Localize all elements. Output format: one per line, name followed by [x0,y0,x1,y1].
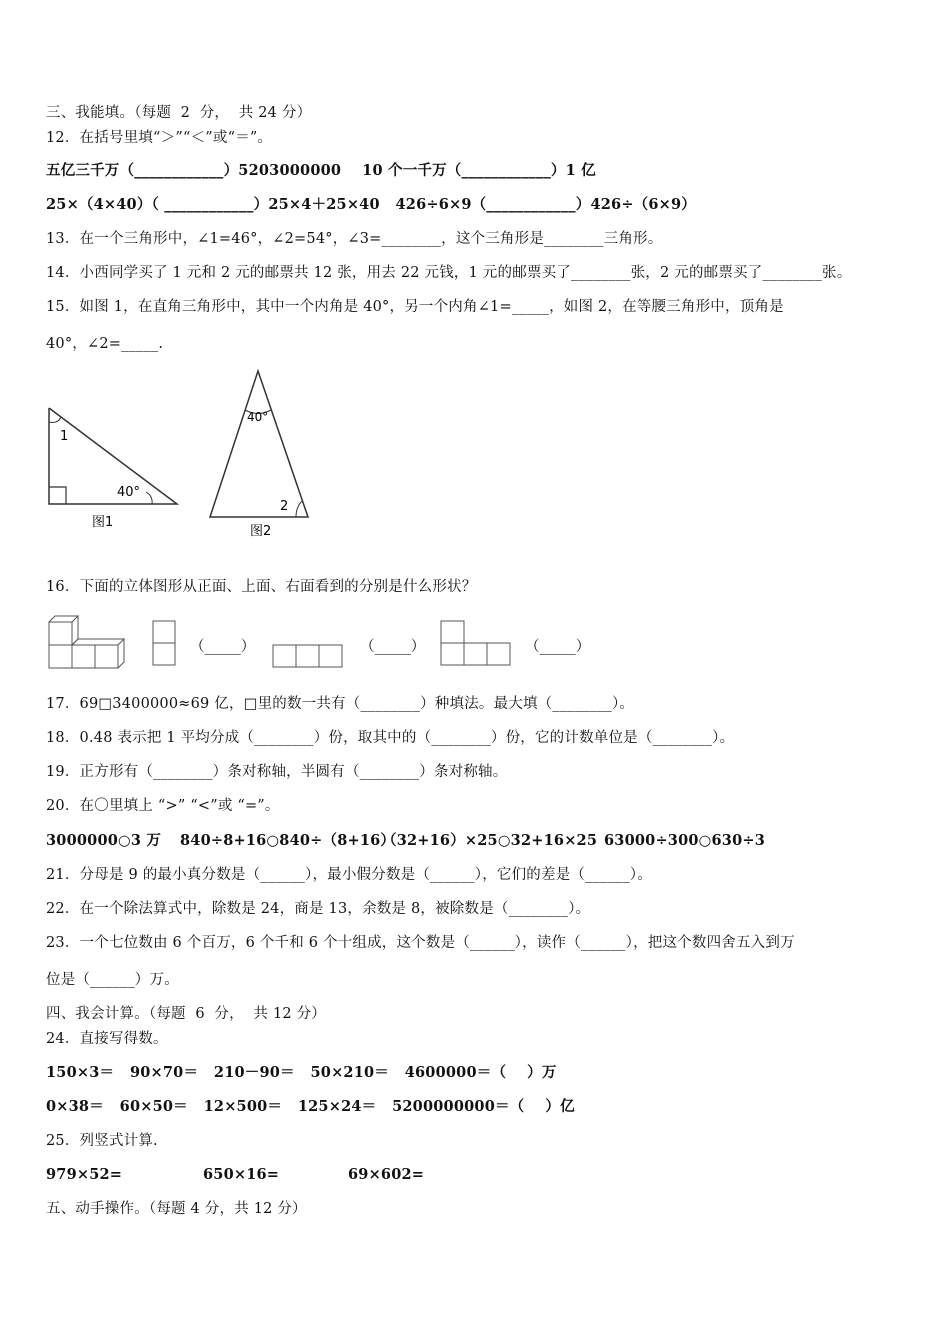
top-view-blank[interactable]: （_____） [360,639,426,655]
question-23-line2: 位是（______）万。 [46,972,179,988]
figure-1-caption: 图1 [92,515,114,530]
question-17: 17．69□3400000≈69 亿，□里的数一共有（________）种填法。最大填（________）。 [46,696,635,712]
question-18: 18．0.48 表示把 1 平均分成（________）份，取其中的（________）份，它的计数单位是（________）。 [46,730,735,746]
question-23-line1: 23．一个七位数由 6 个百万，6 个千和 6 个十组成，这个数是（______），读作（______），把这个数四舍五入到万 [46,935,795,951]
question-14: 14．小西同学买了 1 元和 2 元的邮票共 12 张，用去 22 元钱，1 元的邮票买了________张，2 元的邮票买了________张。 [46,265,852,281]
question-19: 19．正方形有（________）条对称轴，半圆有（________）条对称轴。 [46,764,508,780]
front-view-shape [150,618,180,670]
question-15-line2: 40°，∠2=_____. [46,336,164,352]
question-24: 24．直接写得数。 [46,1031,168,1047]
section5-heading: 五、动手操作。（每题 4 分，共 12 分） [46,1201,307,1217]
question-12-row2: 25×（4×40）（ ____________）25×4＋25×40 426÷6×9（____________）426÷（6×9） [46,196,696,213]
question-13: 13．在一个三角形中，∠1=46°，∠2=54°，∠3=________，这个三角形是________三角形。 [46,231,663,247]
question-21: 21．分母是 9 的最小真分数是（______），最小假分数是（______），它们的差是（______）。 [46,867,652,883]
question-24-row2: 0×38＝ 60×50＝ 12×500＝ 125×24＝ 5200000000＝（ ）亿 [46,1098,575,1115]
top-view-shape [270,642,348,670]
question-12-row1: 五亿三千万（____________）5203000000 10 个一千万（____________）1 亿 [46,162,596,179]
figure-1-angle-1-label: 1 [60,429,69,444]
question-20-item-4: 63000÷300○630÷3 [604,832,766,849]
question-15-line1: 15．如图 1，在直角三角形中，其中一个内角是 40°，另一个内角∠1=_____，如图 2，在等腰三角形中，顶角是 [46,299,784,315]
figure-2-isosceles-triangle [200,365,320,545]
question-12: 12．在括号里填“＞”“＜”或“＝”。 [46,130,273,146]
figure-2-angle-40-label: 40° [247,410,269,424]
right-view-shape [438,618,516,670]
solid-figure-cubes [46,612,128,670]
question-16: 16．下面的立体图形从正面、上面、右面看到的分别是什么形状？ [46,579,477,595]
front-view-blank[interactable]: （_____） [190,639,256,655]
figure-1-right-triangle [40,398,190,538]
question-20-item-2: 840÷8+16○840÷（8+16） [180,832,396,849]
question-25-item-2: 650×16= [203,1166,280,1183]
section4-heading: 四、我会计算。（每题 6 分， 共 12 分） [46,1006,326,1022]
question-25-item-3: 69×602= [348,1166,425,1183]
right-view-blank[interactable]: （_____） [525,639,591,655]
question-22: 22．在一个除法算式中，除数是 24，商是 13，余数是 8，被除数是（________）。 [46,901,591,917]
question-24-row1: 150×3＝ 90×70＝ 210－90＝ 50×210＝ 4600000＝（ ）万 [46,1064,557,1081]
question-20-item-1: 3000000○3 万 [46,832,162,849]
question-20: 20．在〇里填上 “>” “<”或 “=”。 [46,798,280,814]
section3-heading: 三、我能填。（每题 2 分， 共 24 分） [46,105,312,121]
figure-2-caption: 图2 [250,524,272,539]
figure-1-angle-40-label: 40° [117,485,141,500]
question-25-item-1: 979×52= [46,1166,123,1183]
question-25: 25．列竖式计算. [46,1133,158,1149]
figure-2-angle-2-label: 2 [280,499,289,514]
question-20-item-3: （32+16）×25○32+16×25 [382,832,598,849]
